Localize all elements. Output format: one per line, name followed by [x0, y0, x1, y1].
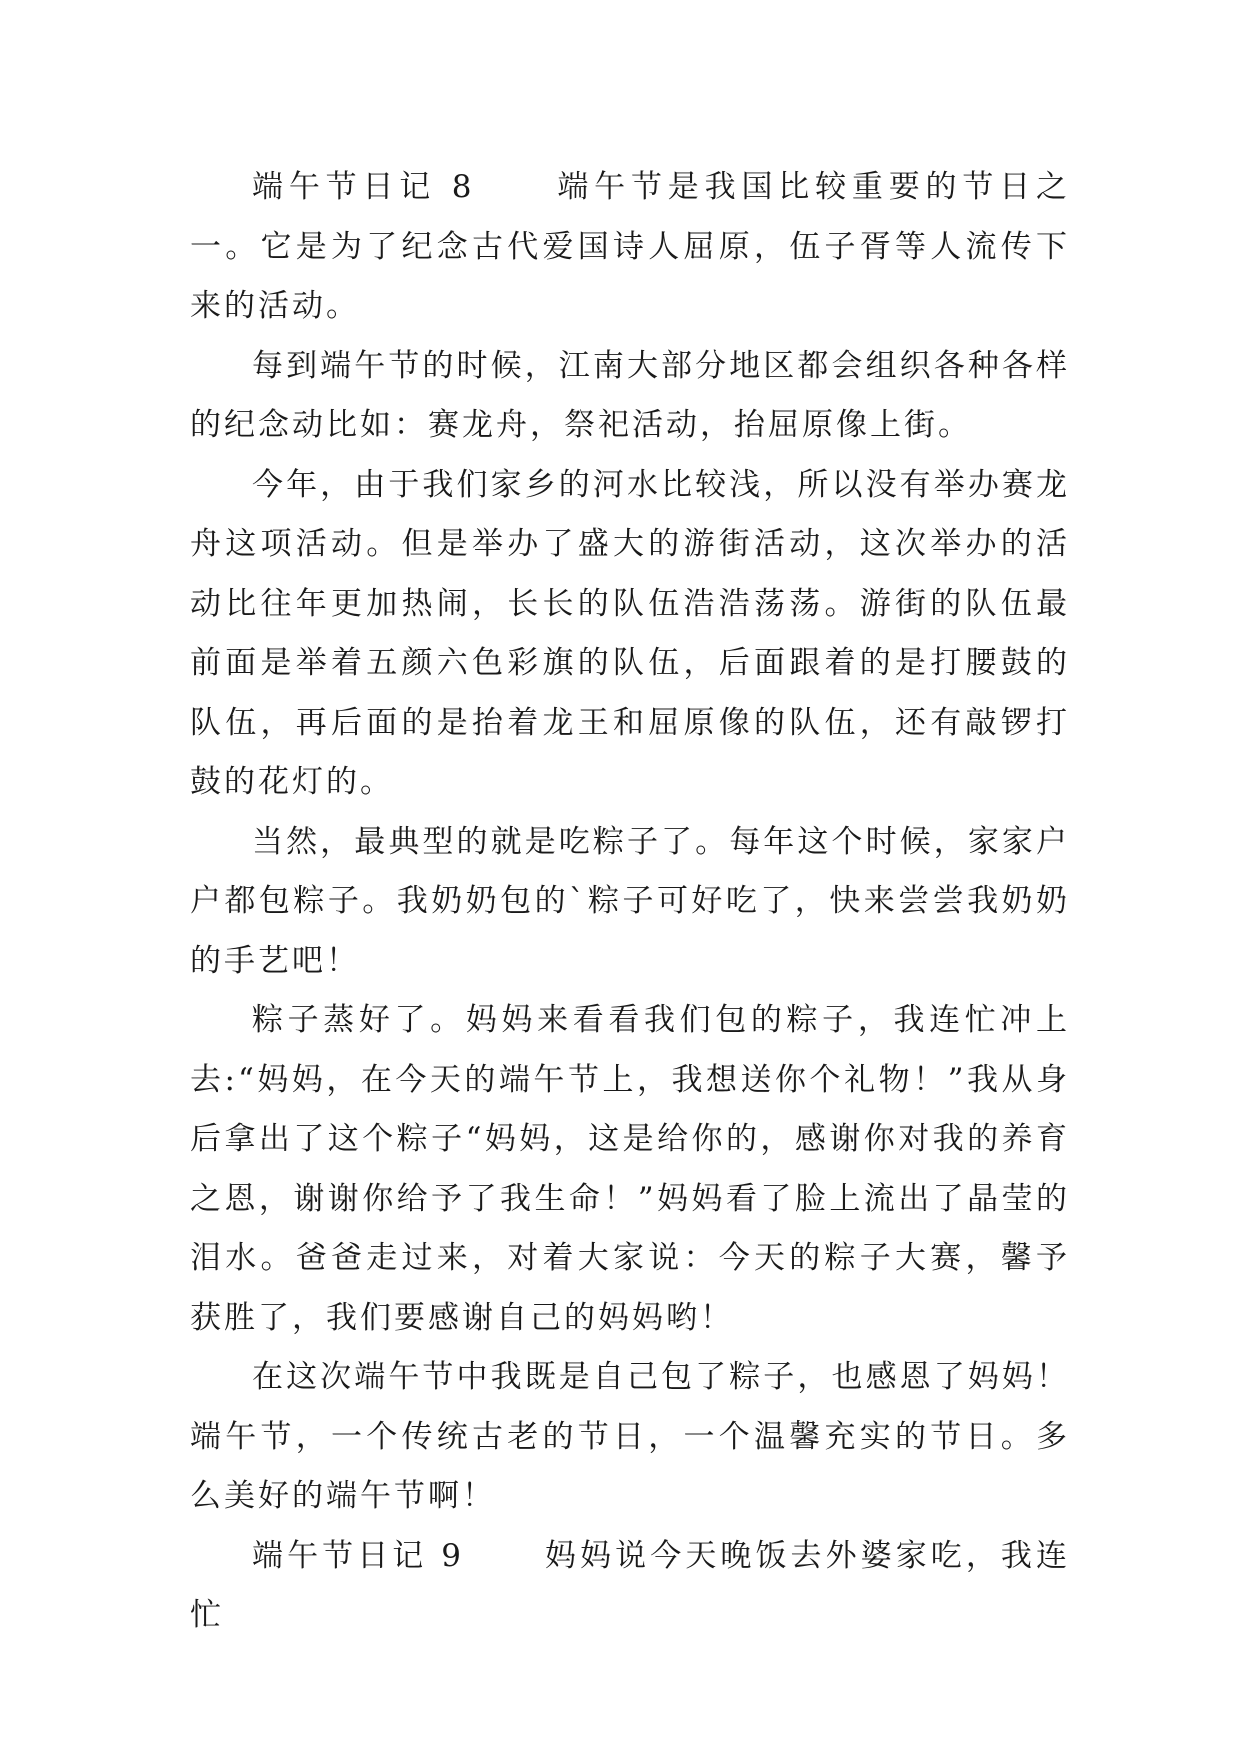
paragraph-6: [190, 1348, 1070, 1527]
paragraph-1: [190, 158, 1070, 337]
diary-heading-8: 端午节日记 8: [252, 169, 475, 205]
paragraph-text: 粽子蒸好了。妈妈来看看我们包的粽子，我连忙冲上去:“妈妈，在今天的端午节上，我想送你个礼物！”我从身后拿出了这个粽子“妈妈，这是给你的，感谢你对我的养育之恩，谢谢你给予了我生命！”妈妈看了脸上流出了晶莹的泪水。爸爸走过来，对着大家说：今天的粽子大赛，馨予获胜了，我们要感谢自己的妈妈哟！: [190, 1002, 1070, 1336]
diary-heading-9: 端午节日记 9: [252, 1537, 464, 1574]
paragraph-4: [190, 813, 1070, 992]
document-body: [190, 158, 1070, 1646]
paragraph-text: 在这次端午节中我既是自己包了粽子，也感恩了妈妈！端午节，一个传统古老的节日，一个温馨充实的节日。多么美好的端午节啊！: [190, 1359, 1070, 1514]
paragraph-3: [190, 456, 1070, 813]
paragraph-7: [190, 1527, 1070, 1646]
paragraph-text: 端午节是我国比较重要的节日之一。它是为了纪念古代爱国诗人屈原，伍子胥等人流传下来的活动。: [190, 169, 1071, 324]
paragraph-5: [190, 991, 1070, 1348]
paragraph-text: 每到端午节的时候，江南大部分地区都会组织各种各样的纪念动比如：赛龙舟，祭祀活动，抬屈原像上街。: [190, 347, 1070, 443]
paragraph-text: 当然，最典型的就是吃粽子了。每年这个时候，家家户户都包粽子。我奶奶包的`粽子可好吃了，快来尝尝我奶奶的手艺吧！: [190, 823, 1070, 979]
paragraph-2: [190, 337, 1070, 456]
paragraph-text: 妈妈说今天晚饭去外婆家吃，我连忙: [190, 1537, 1070, 1633]
paragraph-text: 今年，由于我们家乡的河水比较浅，所以没有举办赛龙舟这项活动。但是举办了盛大的游街活动，这次举办的活动比往年更加热闹，长长的队伍浩浩荡荡。游街的队伍最前面是举着五颜六色彩旗的队伍，后面跟着的是打腰鼓的队伍，再后面的是抬着龙王和屈原像的队伍，还有敲锣打鼓的花灯的。: [190, 466, 1070, 800]
